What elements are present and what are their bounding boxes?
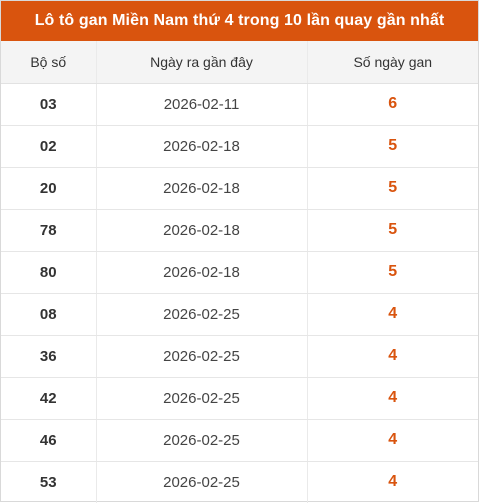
cell-days: 5 [307, 251, 478, 293]
table-row [1, 461, 478, 503]
cell-number: 42 [1, 377, 96, 419]
cell-number: 08 [1, 293, 96, 335]
table-body [1, 83, 478, 503]
cell-days: 4 [307, 461, 478, 503]
table-row [1, 209, 478, 251]
table-row [1, 293, 478, 335]
cell-date: 2026-02-25 [96, 377, 307, 419]
header-ngay-ra: Ngày ra gần đây [96, 41, 307, 83]
cell-days: 4 [307, 419, 478, 461]
cell-date: 2026-02-11 [96, 83, 307, 125]
cell-number: 46 [1, 419, 96, 461]
cell-days: 4 [307, 377, 478, 419]
table-row [1, 83, 478, 125]
table-row [1, 125, 478, 167]
cell-date: 2026-02-25 [96, 419, 307, 461]
cell-date: 2026-02-18 [96, 209, 307, 251]
cell-date: 2026-02-25 [96, 461, 307, 503]
cell-number: 80 [1, 251, 96, 293]
cell-date: 2026-02-25 [96, 293, 307, 335]
cell-days: 4 [307, 335, 478, 377]
table-row [1, 419, 478, 461]
header-row [1, 41, 478, 83]
table-row [1, 335, 478, 377]
header-so-ngay-gan: Số ngày gan [307, 41, 478, 83]
cell-days: 4 [307, 293, 478, 335]
cell-number: 78 [1, 209, 96, 251]
widget-title: Lô tô gan Miền Nam thứ 4 trong 10 lần quay gần nhất [1, 1, 478, 41]
cell-number: 36 [1, 335, 96, 377]
table-header [1, 41, 478, 83]
table-row [1, 251, 478, 293]
cell-days: 5 [307, 209, 478, 251]
cell-number: 20 [1, 167, 96, 209]
cell-date: 2026-02-18 [96, 167, 307, 209]
table-row [1, 377, 478, 419]
cell-days: 5 [307, 125, 478, 167]
cell-date: 2026-02-18 [96, 125, 307, 167]
cell-date: 2026-02-25 [96, 335, 307, 377]
table-row [1, 167, 478, 209]
cell-days: 5 [307, 167, 478, 209]
cell-number: 03 [1, 83, 96, 125]
cell-date: 2026-02-18 [96, 251, 307, 293]
lo-gan-table [1, 41, 478, 503]
cell-number: 53 [39, 473, 57, 491]
header-bo-so: Bộ số [1, 41, 96, 83]
cell-number: 02 [1, 125, 96, 167]
cell-days: 6 [307, 83, 478, 125]
